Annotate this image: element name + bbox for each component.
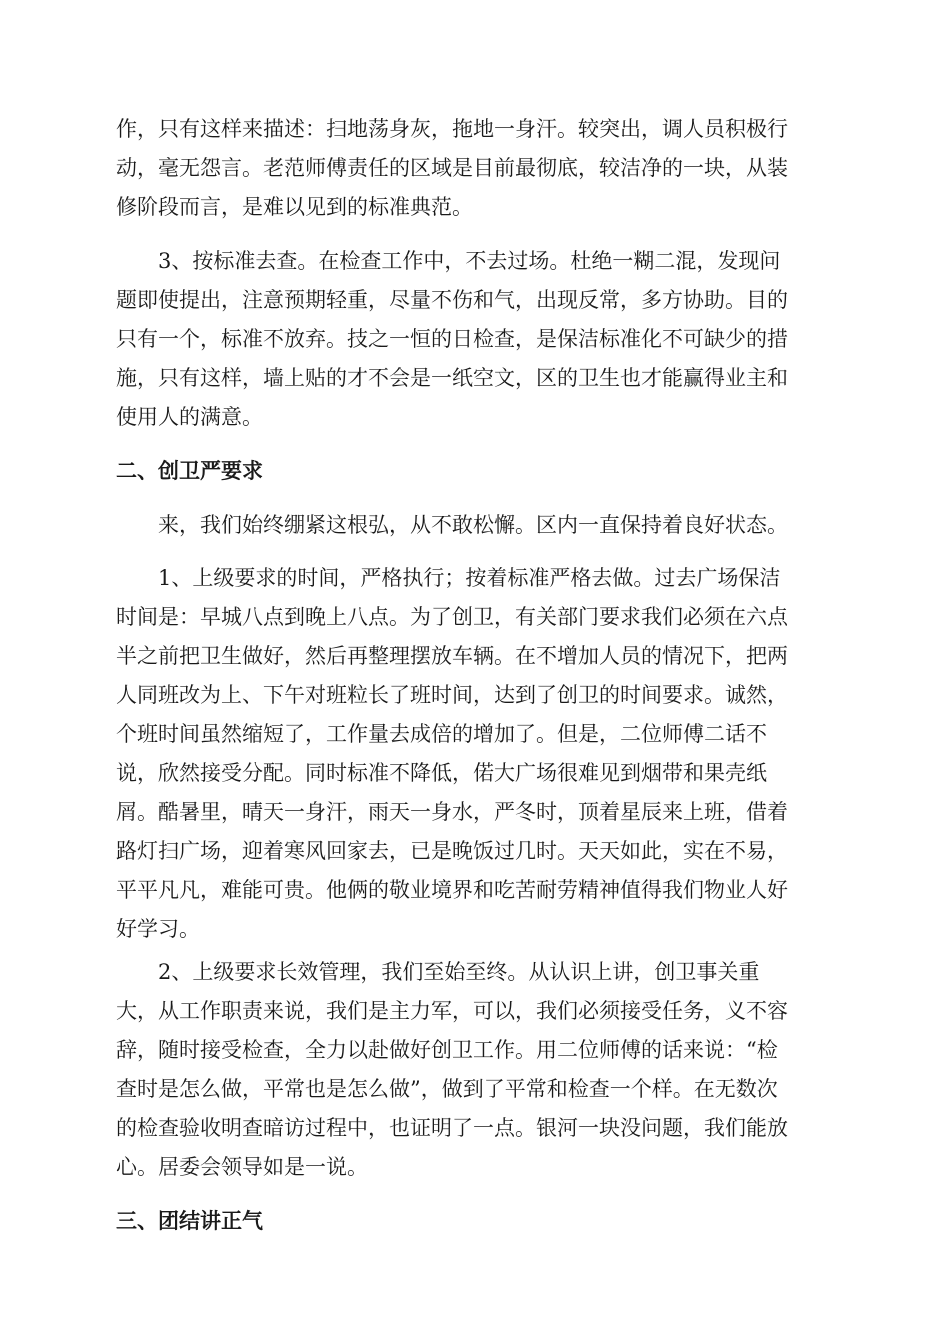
text-line: 2、上级要求长效管理，我们至始至终。从认识上讲，创卫事关重 <box>158 960 760 984</box>
text-line: 半之前把卫生做好，然后再整理摆放车辆。在不增加人员的情况下，把两 <box>116 644 788 668</box>
text-line: 来，我们始终绷紧这根弘，从不敢松懈。区内一直保持着良好状态。 <box>158 513 788 537</box>
section-heading: 二、创卫严要求 <box>116 459 263 483</box>
text-line: 只有一个，标准不放弃。技之一恒的日检查，是保洁标准化不可缺少的措 <box>116 327 788 351</box>
text-line: 平平凡凡，难能可贵。他俩的敬业境界和吃苦耐劳精神值得我们物业人好 <box>116 878 788 902</box>
text-line: 使用人的满意。 <box>116 405 263 429</box>
text-line: 时间是：早城八点到晚上八点。为了创卫，有关部门要求我们必须在六点 <box>116 605 788 629</box>
section-heading: 三、团结讲正气 <box>116 1209 263 1233</box>
text-line: 修阶段而言，是难以见到的标准典范。 <box>116 195 473 219</box>
text-line: 路灯扫广场，迎着寒风回家去，已是晚饭过几时。天天如此，实在不易， <box>116 839 788 863</box>
text-line: 屑。酷暑里，晴天一身汗，雨天一身水，严冬时，顶着星辰来上班，借着 <box>116 800 788 824</box>
text-line: 辞，随时接受检查，全力以赴做好创卫工作。用二位师傅的话来说：“检 <box>116 1038 778 1062</box>
text-line: 大，从工作职责来说，我们是主力军，可以，我们必须接受任务，义不容 <box>116 999 788 1023</box>
text-line: 作，只有这样来描述：扫地荡身灰，拖地一身汗。较突出，调人员积极行 <box>116 117 788 141</box>
text-line: 查时是怎么做，平常也是怎么做”，做到了平常和检查一个样。在无数次 <box>116 1077 778 1101</box>
text-line: 心。居委会领导如是一说。 <box>116 1155 368 1179</box>
text-line: 人同班改为上、下午对班粒长了班时间，达到了创卫的时间要求。诚然， <box>116 683 788 707</box>
text-line: 1、上级要求的时间，严格执行；按着标准严格去做。过去广场保洁 <box>158 566 781 590</box>
text-line: 施，只有这样，墙上贴的才不会是一纸空文，区的卫生也才能赢得业主和 <box>116 366 788 390</box>
text-line: 题即使提出，注意预期轻重，尽量不伤和气，出现反常，多方协助。目的 <box>116 288 788 312</box>
text-line: 3、按标准去查。在检查工作中，不去过场。杜绝一糊二混，发现问 <box>158 249 781 273</box>
text-line: 的检查验收明查暗访过程中，也证明了一点。银河一块没问题，我们能放 <box>116 1116 788 1140</box>
text-line: 动，毫无怨言。老范师傅责任的区域是目前最彻底，较洁净的一块，从装 <box>116 156 788 180</box>
text-line: 好学习。 <box>116 917 200 941</box>
text-line: 说，欣然接受分配。同时标准不降低，偌大广场很难见到烟带和果壳纸 <box>116 761 767 785</box>
text-line: 个班时间虽然缩短了，工作量去成倍的增加了。但是，二位师傅二话不 <box>116 722 767 746</box>
